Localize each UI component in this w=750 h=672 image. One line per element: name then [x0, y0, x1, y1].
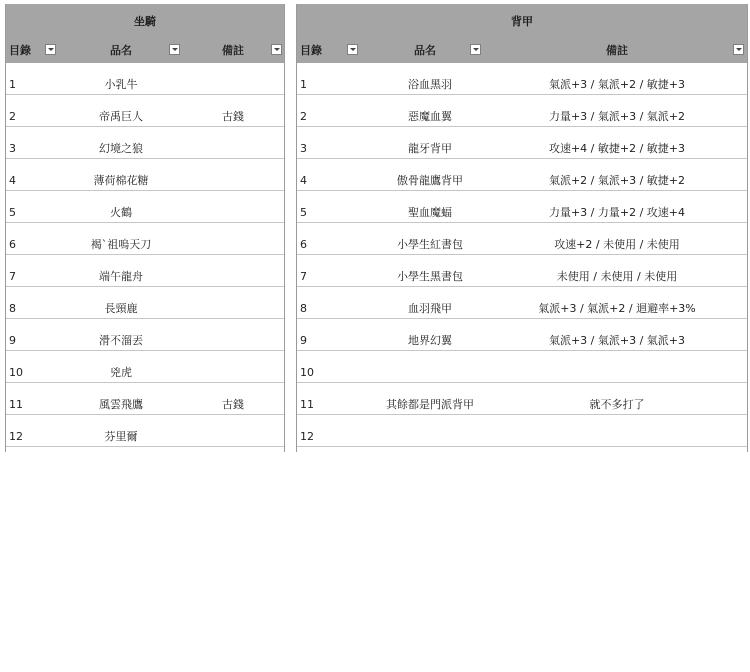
table-row — [6, 319, 284, 351]
row-note: 氣派+3 / 氣派+3 / 氣派+3 — [548, 334, 686, 347]
row-catalog-number: 9 — [9, 334, 16, 347]
row-catalog-number: 9 — [300, 334, 307, 347]
header-note: 備註 — [606, 44, 628, 57]
table-row — [297, 351, 747, 383]
table-row — [6, 351, 284, 383]
table-row — [6, 63, 284, 95]
row-note: 未使用 / 未使用 / 未使用 — [556, 270, 678, 283]
table-row — [6, 95, 284, 127]
row-item-name: 地界幻翼 — [408, 334, 452, 347]
row-catalog-number: 7 — [300, 270, 307, 283]
row-note: 就不多打了 — [589, 398, 645, 411]
row-item-name: 聖血魔蝠 — [408, 206, 452, 219]
row-item-name: 傲骨龍鷹背甲 — [397, 174, 463, 187]
table-row — [297, 319, 747, 351]
row-catalog-number: 1 — [9, 78, 16, 91]
row-catalog-number: 2 — [9, 110, 16, 123]
filter-dropdown-catalog[interactable] — [347, 44, 358, 55]
filter-dropdown-note[interactable] — [271, 44, 282, 55]
row-item-name: 血羽飛甲 — [408, 302, 452, 315]
table-row — [297, 95, 747, 127]
row-item-name: 浴血黑羽 — [408, 78, 452, 91]
row-note: 力量+3 / 氣派+3 / 氣派+2 — [548, 110, 686, 123]
table-row — [6, 159, 284, 191]
row-item-name: 龍牙背甲 — [408, 142, 452, 155]
row-item-name: 小學生紅書包 — [397, 238, 463, 251]
row-note: 古錢 — [222, 398, 244, 411]
row-item-name: 幻境之狼 — [99, 142, 143, 155]
row-item-name: 帝禹巨人 — [99, 110, 143, 123]
table-row — [297, 223, 747, 255]
row-catalog-number: 4 — [9, 174, 16, 187]
back-armor-table-title: 背甲 — [297, 4, 747, 39]
row-item-name: 小學生黑書包 — [397, 270, 463, 283]
table-row — [297, 63, 747, 95]
row-item-name: 火鶴 — [110, 206, 132, 219]
table-row — [297, 159, 747, 191]
row-item-name: 薄荷棉花糖 — [93, 174, 149, 187]
row-catalog-number: 6 — [300, 238, 307, 251]
table-row — [6, 223, 284, 255]
row-item-name: 長頸鹿 — [104, 302, 138, 315]
row-catalog-number: 8 — [9, 302, 16, 315]
table-row — [297, 127, 747, 159]
row-item-name: 小乳牛 — [104, 78, 138, 91]
mount-table-body — [6, 63, 284, 447]
table-row — [6, 191, 284, 223]
row-catalog-number: 11 — [9, 398, 23, 411]
row-item-name: 惡魔血翼 — [408, 110, 452, 123]
table-row — [6, 127, 284, 159]
row-note: 氣派+2 / 氣派+3 / 敏捷+2 — [548, 174, 686, 187]
row-note: 攻速+2 / 未使用 / 未使用 — [554, 238, 680, 251]
row-catalog-number: 2 — [300, 110, 307, 123]
row-catalog-number: 1 — [300, 78, 307, 91]
table-row — [6, 255, 284, 287]
filter-dropdown-catalog[interactable] — [45, 44, 56, 55]
back-armor-table — [296, 4, 748, 452]
row-item-name: 風雲飛鷹 — [99, 398, 143, 411]
row-catalog-number: 12 — [9, 430, 23, 443]
header-catalog: 目錄 — [300, 44, 322, 57]
header-item-name: 品名 — [110, 44, 132, 57]
row-item-name: 褐ˋ祖嗚天刀 — [90, 238, 152, 251]
back-armor-table-body — [297, 63, 747, 447]
row-item-name: 其餘都是門派背甲 — [386, 398, 474, 411]
table-row — [297, 415, 747, 447]
row-item-name: 兇虎 — [110, 366, 132, 379]
mount-table-title: 坐騎 — [6, 4, 284, 39]
header-catalog: 目錄 — [9, 44, 31, 57]
table-row — [6, 383, 284, 415]
row-item-name: 端午龍舟 — [99, 270, 143, 283]
row-catalog-number: 11 — [300, 398, 314, 411]
row-catalog-number: 7 — [9, 270, 16, 283]
filter-dropdown-note[interactable] — [733, 44, 744, 55]
row-note: 力量+3 / 力量+2 / 攻速+4 — [548, 206, 686, 219]
table-row — [6, 287, 284, 319]
header-item-name: 品名 — [414, 44, 436, 57]
mount-table-header — [6, 39, 284, 63]
table-row — [297, 191, 747, 223]
row-catalog-number: 12 — [300, 430, 314, 443]
row-item-name: 芬里爾 — [104, 430, 138, 443]
filter-dropdown-item-name[interactable] — [470, 44, 481, 55]
header-note: 備註 — [222, 44, 244, 57]
mount-table — [5, 4, 285, 452]
row-catalog-number: 8 — [300, 302, 307, 315]
row-note: 攻速+4 / 敏捷+2 / 敏捷+3 — [548, 142, 686, 155]
row-catalog-number: 10 — [300, 366, 314, 379]
row-catalog-number: 3 — [9, 142, 16, 155]
row-note: 氣派+3 / 氣派+2 / 敏捷+3 — [548, 78, 686, 91]
row-catalog-number: 3 — [300, 142, 307, 155]
row-catalog-number: 10 — [9, 366, 23, 379]
row-catalog-number: 4 — [300, 174, 307, 187]
back-armor-table-header — [297, 39, 747, 63]
table-row — [297, 383, 747, 415]
table-row — [6, 415, 284, 447]
table-row — [297, 255, 747, 287]
row-note: 氣派+3 / 氣派+2 / 迴避率+3% — [538, 302, 696, 315]
row-catalog-number: 5 — [9, 206, 16, 219]
filter-dropdown-item-name[interactable] — [169, 44, 180, 55]
row-catalog-number: 5 — [300, 206, 307, 219]
table-row — [297, 287, 747, 319]
row-item-name: 滑不溜丟 — [99, 334, 143, 347]
row-note: 古錢 — [222, 110, 244, 123]
row-catalog-number: 6 — [9, 238, 16, 251]
